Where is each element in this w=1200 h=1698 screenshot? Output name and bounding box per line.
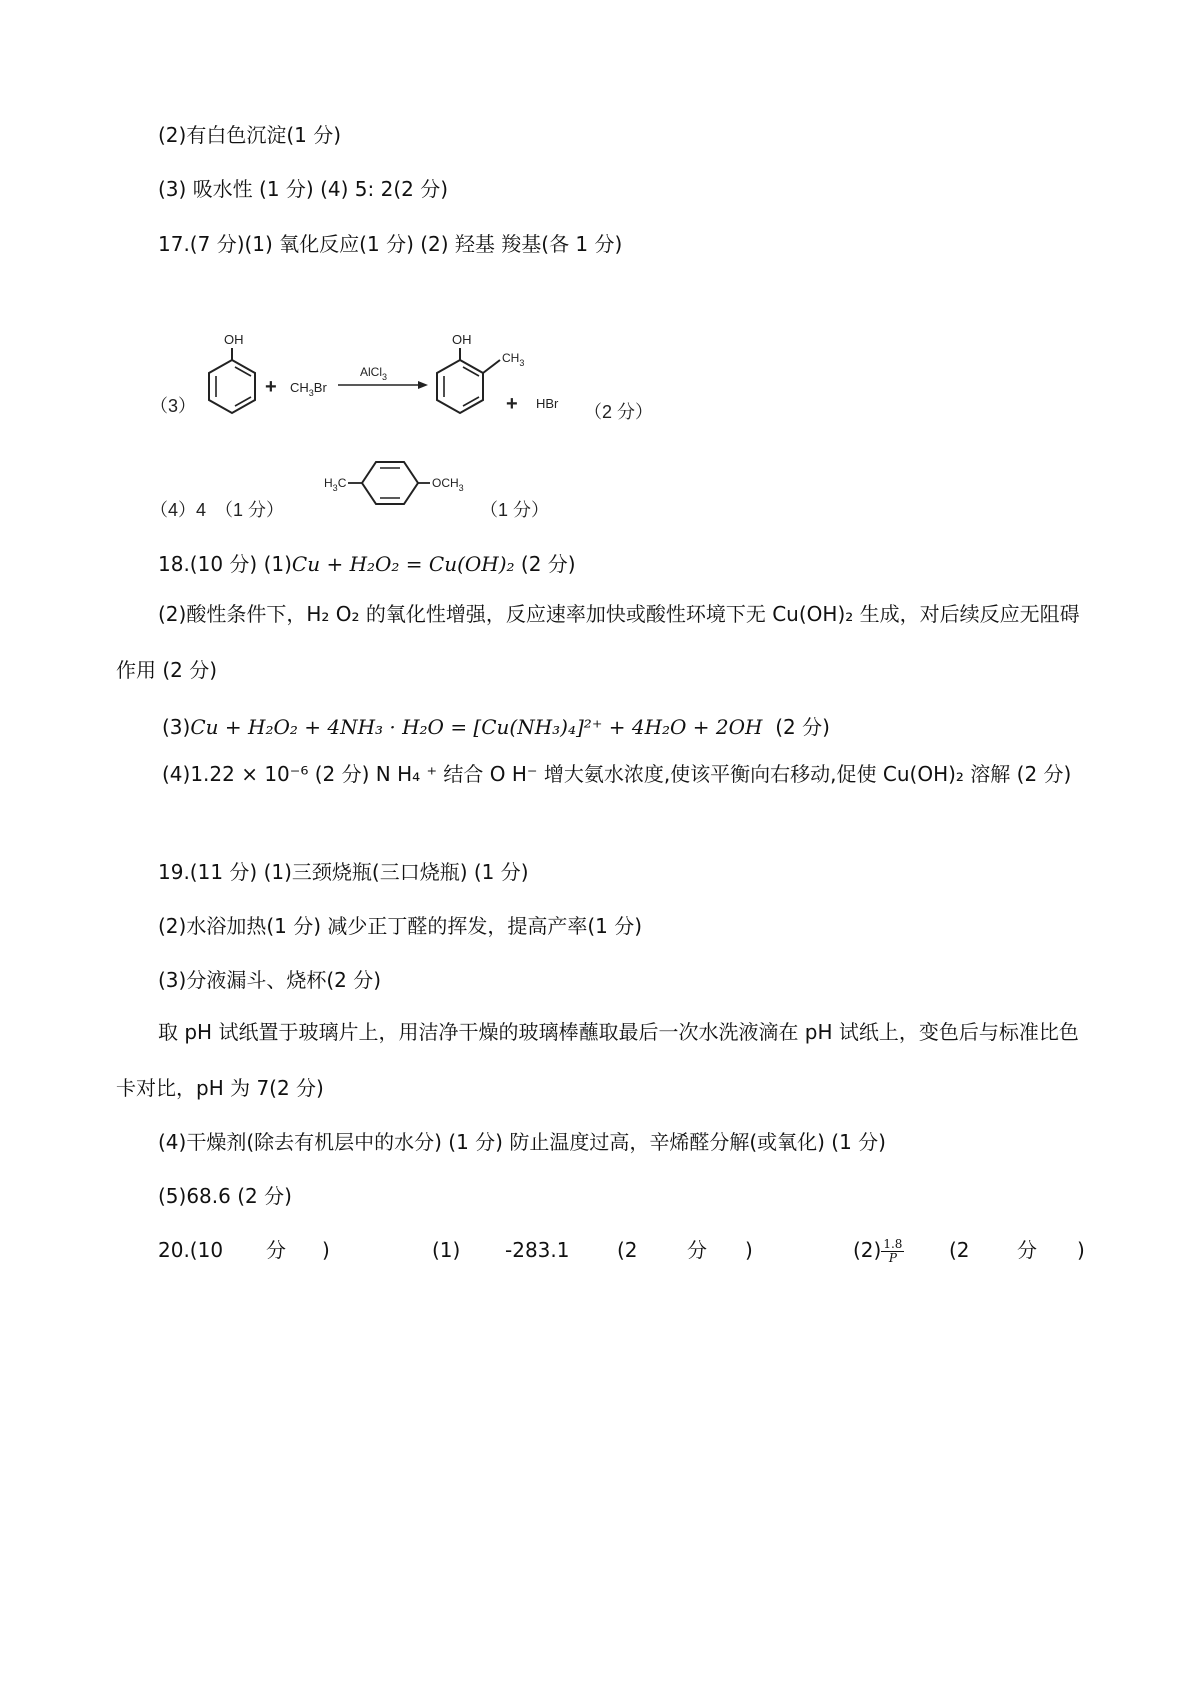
equation-3: Cu + H₂O₂ + 4NH₃ · H₂O = [Cu(NH₃)₄]²⁺ + 4H₂O + 2OH (190, 715, 763, 739)
answer-paragraph: 取 pH 试纸置于玻璃片上，用洁净干燥的玻璃棒蘸取最后一次水洗液滴在 pH 试纸上，变色后与标准比色卡对比，pH 为 7(2 分) (116, 1020, 1079, 1100)
token: ) (322, 1238, 330, 1262)
answer-line: (4)干燥剂(除去有机层中的水分) (1 分) 防止温度过高，辛烯醛分解(或氧化) (1 分) (158, 1130, 886, 1154)
part-4-score: （1 分） (480, 500, 550, 520)
reagent-label: $CH_3Br$ (290, 380, 327, 398)
part-3-label: （3） (150, 396, 197, 416)
token: 分 (1017, 1238, 1037, 1262)
token: 分 (687, 1238, 707, 1262)
question-18-line-1 (158, 550, 576, 578)
question-19-header: 19.(11 分) (1)三颈烧瓶(三口烧瓶) (1 分) (158, 860, 529, 884)
reaction-arrow (338, 381, 428, 389)
equation-1: Cu + H₂O₂ = Cu(OH)₂ (291, 552, 515, 576)
token: 分 (266, 1238, 286, 1262)
answer-line: (2)水浴加热(1 分) 减少正丁醛的挥发，提高产率(1 分) (158, 914, 643, 938)
part-label: (2) $\frac{1.8}{P}$ (853, 1237, 903, 1265)
phenol-structure (209, 332, 255, 413)
svg-text:H3C: $H_3C$ (324, 476, 347, 493)
byproduct-label: HBr (536, 396, 559, 411)
svg-text:OH: OH (452, 332, 472, 347)
token: ) (745, 1238, 753, 1262)
score: (2 分) (520, 552, 576, 576)
plus-sign: + (506, 393, 518, 415)
part-label: (1) (432, 1238, 461, 1262)
question-20-header: 20.(10 (158, 1238, 224, 1262)
svg-text:OCH3: $OCH_3$ (432, 476, 464, 493)
question-18-line-3 (162, 713, 830, 741)
question-18-header: 18.(10 分) (1) (158, 552, 292, 576)
question-20-line (0, 1236, 1200, 1266)
svg-text:OH: OH (224, 332, 244, 347)
score: (2 分) (775, 715, 830, 739)
part-4-label: （4）4 （1 分） (150, 500, 285, 520)
part-3-score: （2 分） (584, 402, 654, 422)
answer-line: (5)68.6 (2 分) (158, 1184, 292, 1208)
answer-paragraph: (2)酸性条件下，H₂ O₂ 的氧化性增强，反应速率加快或酸性环境下无 Cu(OH)₂ 生成，对后续反应无阻碍作用 (2 分) (116, 602, 1080, 682)
part-label: (3) (162, 715, 191, 739)
token: (2 (949, 1238, 970, 1262)
question-17-header: 17.(7 分)(1) 氧化反应(1 分) (2) 羟基 羧基(各 1 分) (158, 232, 623, 256)
p-methylanisole-structure (324, 462, 464, 504)
fraction: $\frac{1.8}{P}$ (883, 1237, 903, 1265)
svg-text:CH3: $CH_3$ (502, 351, 525, 368)
plus-sign: + (265, 376, 277, 398)
part-4-scheme (150, 450, 630, 530)
catalyst-label: AlCl$_3$ (360, 365, 388, 382)
answer-line: (2)有白色沉淀(1 分) (158, 123, 342, 147)
token: (2 (617, 1238, 638, 1262)
reaction-scheme (150, 330, 670, 440)
answer-value: -283.1 (505, 1238, 570, 1262)
token: ) (1077, 1238, 1085, 1262)
answer-line: (3) 吸水性 (1 分) (4) 5: 2(2 分) (158, 177, 449, 201)
answer-line: (3)分液漏斗、烧杯(2 分) (158, 968, 382, 992)
answer-paragraph: (4)1.22 × 10⁻⁶ (2 分) N H₄ ⁺ 结合 O H⁻ 增大氨水浓度,使该平衡向右移动,促使 Cu(OH)₂ 溶解 (2 分) (162, 762, 1072, 786)
